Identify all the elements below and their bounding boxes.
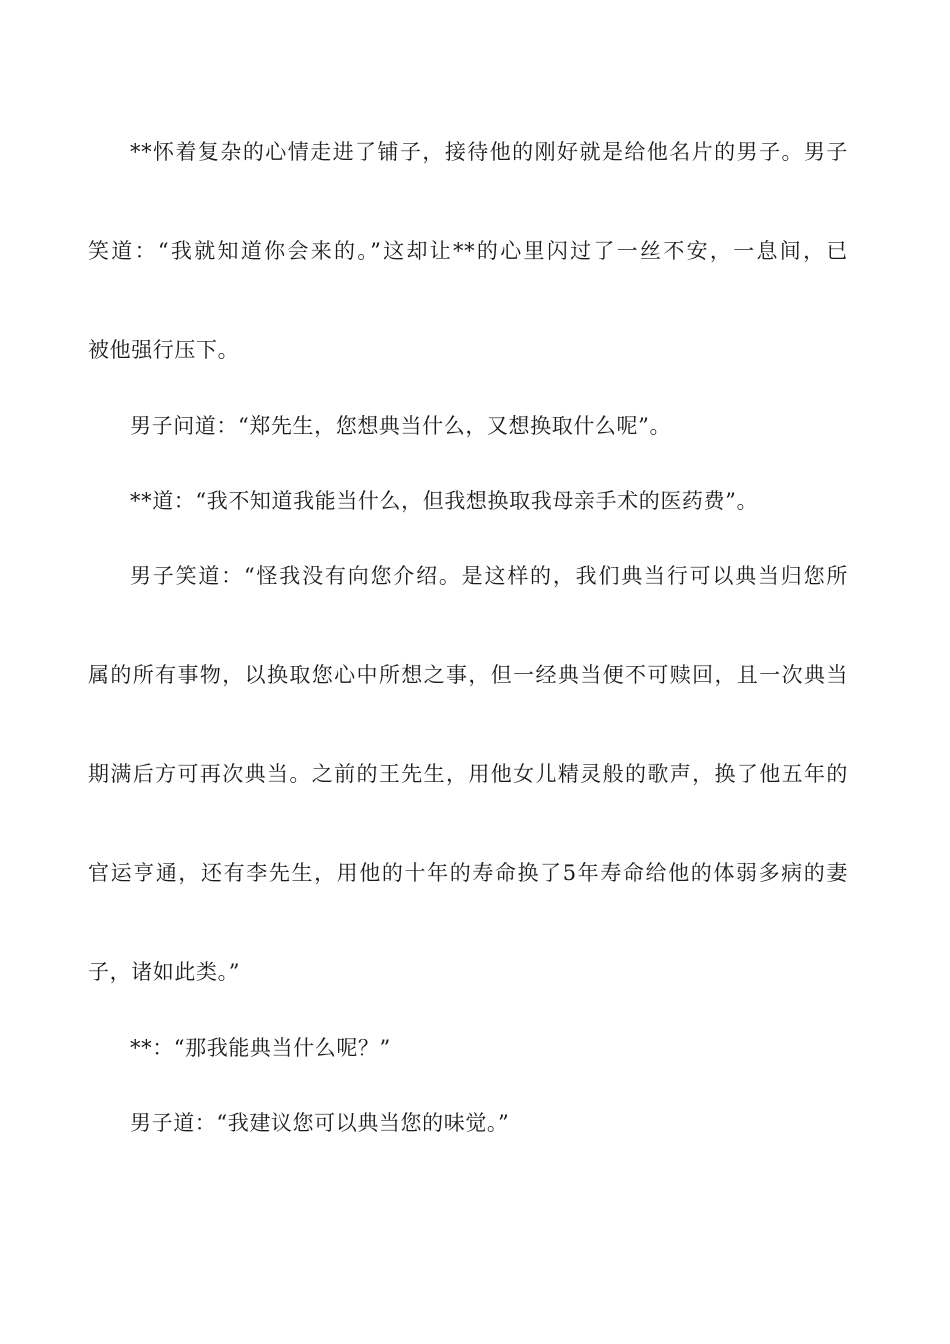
paragraph-3: **道：“我不知道我能当什么，但我想换取我母亲手术的医药费”。 [130,489,759,513]
paragraph-6: 男子道：“我建议您可以典当您的味觉。” [130,1111,510,1135]
paragraph-4-line-5: 子，诸如此类。” [88,960,241,984]
paragraph-1-line-2: 笑道：“我就知道你会来的。”这却让**的心里闪过了一丝不安，一息间，已 [88,239,848,263]
paragraph-1-line-3: 被他强行压下。 [88,338,240,362]
paragraph-2: 男子问道：“郑先生，您想典当什么，又想换取什么呢”。 [130,414,672,438]
paragraph-4-line-2: 属的所有事物，以换取您心中所想之事，但一经典当便不可赎回，且一次典当 [88,663,848,687]
paragraph-4-line-1: 男子笑道：“怪我没有向您介绍。是这样的，我们典当行可以典当归您所 [130,564,848,588]
paragraph-1-line-1: **怀着复杂的心情走进了铺子，接待他的刚好就是给他名片的男子。男子 [130,140,848,164]
paragraph-4-line-3: 期满后方可再次典当。之前的王先生，用他女儿精灵般的歌声，换了他五年的 [88,762,848,786]
paragraph-4-line-4: 官运亨通，还有李先生，用他的十年的寿命换了5年寿命给他的体弱多病的妻 [88,861,848,885]
paragraph-5: **：“那我能典当什么呢？” [130,1036,391,1060]
